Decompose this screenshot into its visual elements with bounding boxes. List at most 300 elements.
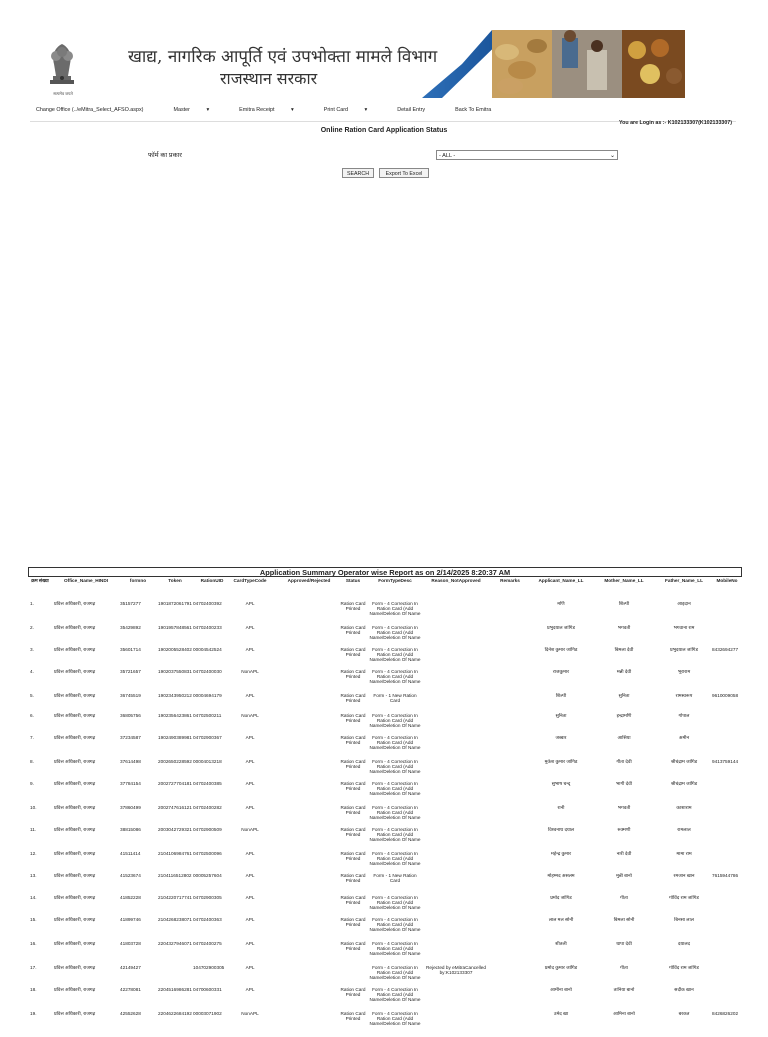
cell-mother: मुन्नी बानो [616, 873, 632, 878]
cell-card: APL [245, 647, 255, 652]
cell-status: Ration Card Printed [340, 805, 366, 815]
cell-reason [422, 1011, 490, 1033]
table-row [28, 625, 742, 647]
table-row [28, 669, 742, 691]
cell-applicant: मोहम्मद असलम [547, 873, 575, 878]
cell-uid: 04700600331 [193, 987, 222, 992]
cell-reason [422, 759, 490, 781]
cell-card: APL [245, 735, 255, 740]
cell-desc: Form - 4 Correction In Ration Card (Add Name/Deletion Of Name [369, 827, 421, 842]
cell-applicant: राजकुमार [552, 669, 570, 674]
cell-office: प्रवित्त अधिकारी, राजगढ़ [54, 1011, 96, 1016]
cell-token: 1901957848561 [158, 625, 192, 630]
cell-father: मामा राम [676, 851, 692, 856]
table-row [28, 965, 742, 987]
cell-reason [422, 669, 490, 691]
cell-formno: 36745519 [120, 693, 141, 698]
cell-applicant: शिल्पी [555, 693, 567, 698]
cell-reason [422, 895, 490, 917]
cell-father: गोपाल [678, 713, 690, 718]
cell-sno: 9. [30, 781, 34, 786]
cell-card: NonAPL [241, 1011, 259, 1016]
cell-father: आइदान [677, 601, 691, 606]
cell-formno: 41511414 [120, 851, 141, 856]
caret-down-icon: ▾ [206, 107, 210, 113]
cell-office: प्रवित्त अधिकारी, राजगढ़ [54, 873, 96, 878]
cell-applicant: प्रमोद जांगिड [550, 895, 572, 900]
cell-reason [422, 625, 490, 647]
cell-mother: रुक्मणी [617, 827, 631, 832]
cell-card: APL [245, 759, 255, 764]
site-header [0, 0, 768, 100]
cell-sno: 8. [30, 759, 34, 764]
cell-desc: Form - 4 Correction In Ration Card (Add Name/Deletion Of Name [369, 987, 421, 1002]
cell-token: 2204516986281 [158, 987, 192, 992]
cell-sno: 7. [30, 735, 34, 740]
cell-office: प्रवित्त अधिकारी, राजगढ़ [54, 601, 96, 606]
cell-office: प्रवित्त अधिकारी, राजगढ़ [54, 713, 96, 718]
cell-sno: 1. [30, 601, 34, 606]
report-title: Application Summary Operator wise Report as on 2/14/2025 8:20:37 AM [28, 567, 742, 576]
cell-mother: भागी देवी [616, 781, 632, 786]
cell-father: सदीक खान [674, 987, 694, 992]
cell-formno: 37860499 [120, 805, 141, 810]
cell-desc: Form - 4 Correction In Ration Card (Add Name/Deletion Of Name [369, 805, 421, 820]
cell-office: प्रवित्त अधिकारी, राजगढ़ [54, 827, 96, 832]
cell-sno: 6. [30, 713, 34, 718]
cell-sno: 11. [30, 827, 37, 832]
cell-card: APL [245, 965, 255, 970]
cell-desc: Form - 4 Correction In Ration Card (Add Name/Deletion Of Name [369, 713, 421, 728]
cell-office: प्रवित्त अधिकारी, राजगढ़ [54, 647, 96, 652]
cell-status: Ration Card Printed [340, 827, 366, 837]
cell-formno: 35601714 [120, 647, 141, 652]
menu-item-change-office[interactable] [36, 107, 158, 113]
cell-mother: गीता देवी [616, 759, 632, 764]
cell-applicant: आमीना बानो [550, 987, 572, 992]
government-title: राजस्थान सरकार [220, 69, 318, 88]
column-header: formno [129, 578, 147, 583]
caret-down-icon: ▾ [364, 107, 368, 113]
cell-office: प्रवित्त अधिकारी, राजगढ़ [54, 805, 96, 810]
cell-desc: Form - 4 Correction In Ration Card (Add Name/Deletion Of Name [369, 601, 421, 616]
cell-formno: 37614498 [120, 759, 141, 764]
column-header: MobileNo [716, 578, 738, 583]
cell-mobile: 8426826202 [712, 1011, 739, 1016]
report-table [28, 576, 742, 1037]
column-header: Remarks [500, 578, 520, 583]
cell-status: Ration Card Printed [340, 873, 366, 883]
cell-card: APL [245, 781, 255, 786]
cell-office: प्रवित्त अधिकारी, राजगढ़ [54, 965, 96, 970]
cell-card: APL [245, 917, 255, 922]
cell-card: APL [245, 601, 255, 606]
cell-status: Ration Card Printed [340, 917, 366, 927]
cell-formno: 37234587 [120, 735, 141, 740]
cell-formno: 42552628 [120, 1011, 141, 1016]
cell-formno: 41899746 [120, 917, 141, 922]
cell-desc: Form - 4 Correction In Ration Card (Add Name/Deletion Of Name [369, 895, 421, 910]
cell-father: रामलाल [677, 827, 691, 832]
cell-desc: Form - 4 Correction In Ration Card (Add Name/Deletion Of Name [369, 735, 421, 750]
cell-office: प्रवित्त अधिकारी, राजगढ़ [54, 735, 96, 740]
cell-uid: 00004694179 [193, 693, 222, 698]
cell-applicant: सुभाष चन्द् [551, 781, 571, 786]
cell-sno: 19. [30, 1011, 37, 1016]
table-row [28, 759, 742, 781]
cell-reason [422, 805, 490, 827]
cell-applicant: प्रभुदयाल जांगिड [547, 625, 575, 630]
cell-applicant: मणि [557, 601, 565, 606]
column-header: Status [345, 578, 361, 583]
cell-status: Ration Card Printed [340, 735, 366, 745]
column-header: Office_Name_HINDI [63, 578, 109, 583]
cell-uid: 04702400233 [193, 625, 222, 630]
cell-token: 2104220717741 [158, 895, 192, 900]
cell-mother: बिमला सोनी [613, 917, 635, 922]
cell-card: APL [245, 941, 255, 946]
login-info: You are Login as :- K102133307(K102133307) [619, 120, 732, 126]
cell-office: प्रवित्त अधिकारी, राजगढ़ [54, 781, 96, 786]
cell-office: प्रवित्त अधिकारी, राजगढ़ [54, 759, 96, 764]
cell-status: Ration Card Printed [340, 669, 366, 679]
cell-formno: 41523674 [120, 873, 141, 878]
menu-item-label: Print Card [323, 107, 349, 113]
cell-uid: 00003071902 [193, 1011, 222, 1016]
cell-token: 1902343950212 [158, 693, 192, 698]
cell-reason [422, 873, 490, 895]
cell-applicant: विश्वनाथ दयाल [547, 827, 575, 832]
cell-office: प्रवित्त अधिकारी, राजगढ़ [54, 987, 96, 992]
cell-reason [422, 601, 490, 623]
menu-item-label: Change Office (../eMitra_Select_AFSO.aspx) [36, 107, 144, 113]
cell-status: Ration Card Printed [340, 625, 366, 635]
cell-token: 2104268238071 [158, 917, 192, 922]
table-header [28, 577, 742, 590]
cell-father: दयालद [677, 941, 691, 946]
cell-reason: Rejected by eMitraCancelled by:K102133307 [426, 965, 486, 975]
main-menu [36, 107, 521, 113]
cell-status: Ration Card Printed [340, 693, 366, 703]
cell-mother: मन्नी देवी [616, 669, 632, 674]
cell-sno: 2. [30, 625, 34, 630]
cell-desc: Form - 4 Correction In Ration Card (Add Name/Deletion Of Name [369, 917, 421, 932]
cell-token: 1902005528402 [158, 647, 192, 652]
cell-father: गोविंद राम जांगिड [669, 895, 699, 900]
table-row [28, 851, 742, 873]
cell-applicant: उमेद खा [553, 1011, 569, 1016]
cell-card: NonAPL [241, 669, 259, 674]
cell-reason [422, 713, 490, 735]
cell-sno: 12. [30, 851, 37, 856]
cell-status [340, 965, 366, 987]
cell-desc: Form - 1 New Ration Card [373, 873, 417, 883]
cell-reason [422, 917, 490, 939]
cell-formno: 38815086 [120, 827, 141, 832]
report-section [28, 567, 742, 1037]
cell-office: प्रवित्त अधिकारी, राजगढ़ [54, 851, 96, 856]
cell-status: Ration Card Printed [340, 987, 366, 997]
cell-reason [422, 941, 490, 963]
department-title: खाद्य, नागरिक आपूर्ति एवं उपभोक्ता मामले विभाग [128, 47, 438, 67]
cell-mobile: 9413759144 [712, 759, 739, 764]
cell-token: 1902037550831 [158, 669, 192, 674]
table-row [28, 693, 742, 715]
menu-item-label: Master [173, 107, 190, 113]
cell-formno: 41852228 [120, 895, 141, 900]
cell-formno: 42149427 [120, 965, 141, 970]
cell-sno: 17. [30, 965, 37, 970]
column-header: क्रम संख्या [31, 578, 49, 583]
cell-office: प्रवित्त अधिकारी, राजगढ़ [54, 895, 96, 900]
cell-token: 2204622684192 [158, 1011, 192, 1016]
cell-mother: तानिया बानो [613, 987, 635, 992]
cell-father: काशाराम [676, 805, 692, 810]
cell-applicant: सुनिता [555, 713, 567, 718]
cell-office: प्रवित्त अधिकारी, राजगढ़ [54, 693, 96, 698]
cell-mother: इन्द्रामणि [616, 713, 632, 718]
cell-mother: भगवती [617, 805, 631, 810]
caret-down-icon: ▾ [291, 107, 294, 113]
cell-office: प्रवित्त अधिकारी, राजगढ़ [54, 625, 96, 630]
cell-card: NonAPL [241, 827, 259, 832]
cell-card: APL [245, 895, 255, 900]
table-row [28, 805, 742, 827]
cell-father: रमजान खान [673, 873, 695, 878]
cell-token: 2104116512802 [158, 873, 192, 878]
cell-status: Ration Card Printed [340, 713, 366, 723]
menu-item-detail-entry[interactable] [397, 107, 440, 113]
cell-applicant: लाल मल सोनी [548, 917, 574, 922]
cell-office: प्रवित्त अधिकारी, राजगढ़ [54, 917, 96, 922]
search-button[interactable]: SEARCH [342, 168, 374, 178]
table-row [28, 987, 742, 1009]
cell-desc: Form - 4 Correction In Ration Card (Add Name/Deletion Of Name [369, 965, 421, 980]
cell-mother: आमिना बानो [613, 1011, 635, 1016]
cell-father: अमीन [678, 735, 690, 740]
cell-status: Ration Card Printed [340, 759, 366, 769]
column-header: Token [168, 578, 182, 583]
cell-mobile: 7615944786 [712, 873, 739, 878]
select-value: - ALL - [439, 153, 456, 159]
cell-token: 1902490389981 [158, 735, 192, 740]
table-row [28, 941, 742, 963]
export-excel-button[interactable]: Export To Excel [379, 168, 429, 178]
cell-reason [422, 693, 490, 715]
table-row [28, 713, 742, 735]
form-type-label: फॉर्म का प्रकार [148, 152, 182, 159]
banner-image [422, 30, 685, 98]
cell-card: APL [245, 805, 255, 810]
cell-token: 2204327946071 [158, 941, 192, 946]
menu-item-print-card[interactable] [324, 107, 383, 113]
cell-father: बिनसा लाल [674, 917, 694, 922]
menu-item-master[interactable] [173, 107, 224, 113]
cell-token: 1902356423861 [158, 713, 192, 718]
table-row [28, 895, 742, 917]
cell-uid: 04702900509 [193, 827, 222, 832]
cell-uid: 04702400030 [193, 669, 222, 674]
cell-sno: 14. [30, 895, 37, 900]
cell-uid: 04702400385 [193, 781, 222, 786]
cell-token: 2002650228592 [158, 759, 192, 764]
cell-uid: 04702400392 [193, 601, 222, 606]
cell-status: Ration Card Printed [340, 647, 366, 657]
cell-token: 2003042729321 [158, 827, 192, 832]
table-row [28, 647, 742, 669]
cell-mother: गीता [620, 895, 628, 900]
cell-status: Ration Card Printed [340, 851, 366, 861]
cell-uid: 00004542524 [193, 647, 222, 652]
cell-uid: 04702500096 [193, 851, 222, 856]
menu-item-back-to-emitra[interactable] [455, 107, 506, 113]
cell-mother: गीता [620, 965, 628, 970]
cell-mother: भगवती [617, 625, 631, 630]
cell-uid: 04702500211 [193, 713, 222, 718]
cell-applicant: रानी [557, 805, 565, 810]
cell-card: APL [245, 987, 255, 992]
menu-item-label: Emitra Receipt [239, 107, 275, 113]
table-row [28, 827, 742, 849]
table-row [28, 917, 742, 939]
cell-reason [422, 827, 490, 849]
page-title: Online Ration Card Application Status [320, 127, 448, 134]
cell-status: Ration Card Printed [340, 1011, 366, 1021]
cell-desc: Form - 4 Correction In Ration Card (Add Name/Deletion Of Name [369, 781, 421, 796]
cell-token: 2104106984761 [158, 851, 192, 856]
cell-sno: 3. [30, 647, 34, 652]
chevron-down-icon: ⌄ [609, 153, 615, 159]
menu-item-label: Detail Entry [397, 107, 426, 113]
cell-formno: 36805756 [120, 713, 141, 718]
cell-applicant: मुकेश कुमार जांगिड [544, 759, 578, 764]
cell-desc: Form - 4 Correction In Ration Card (Add Name/Deletion Of Name [369, 851, 421, 866]
column-header: Approved/Rejected [287, 578, 331, 583]
cell-father: बरकत [678, 1011, 690, 1016]
cell-sno: 13. [30, 873, 37, 878]
cell-office: प्रवित्त अधिकारी, राजगढ़ [54, 669, 96, 674]
column-header: CardTypeCode [233, 578, 267, 583]
cell-uid: 04702900305 [193, 895, 222, 900]
table-row [28, 735, 742, 757]
cell-uid: 04702400275 [193, 941, 222, 946]
cell-father: प्रभुदयाल जांगिड [670, 647, 698, 652]
cell-desc: Form - 4 Correction In Ration Card (Add Name/Deletion Of Name [369, 669, 421, 684]
menu-item-label: Back To Emitra [455, 107, 492, 113]
column-header: Applicant_Name_LL [538, 578, 584, 583]
cell-formno: 35429892 [120, 625, 141, 630]
cell-desc: Form - 4 Correction In Ration Card (Add Name/Deletion Of Name [369, 941, 421, 956]
cell-sno: 16. [30, 941, 37, 946]
column-header: Reason_NotApproved [431, 578, 481, 583]
cell-sno: 15. [30, 917, 37, 922]
cell-formno: 37784154 [120, 781, 141, 786]
cell-formno: 41803728 [120, 941, 141, 946]
cell-card: APL [245, 625, 255, 630]
cell-token: 2002727704181 [158, 781, 192, 786]
cell-formno: 35157277 [120, 601, 141, 606]
cell-token: 1901872061791 [158, 601, 192, 606]
cell-reason [422, 987, 490, 1009]
cell-sno: 10. [30, 805, 37, 810]
ashoka-emblem-icon [44, 40, 80, 92]
cell-card: APL [245, 693, 255, 698]
cell-card: APL [245, 851, 255, 856]
cell-applicant: महेन्द्र कुमार [550, 851, 572, 856]
cell-mobile: 9610009058 [712, 693, 739, 698]
cell-applicant: दिनेश कुमार जांगिड [544, 647, 578, 652]
cell-father: श्रीचंद्राम जांगिड [670, 781, 698, 786]
cell-father: गोविंद राम जांगिड [669, 965, 699, 970]
cell-mobile: 8432694277 [712, 647, 739, 652]
cell-uid: 00005257604 [193, 873, 222, 878]
cell-status: Ration Card Printed [340, 941, 366, 951]
cell-desc: Form - 4 Correction In Ration Card (Add Name/Deletion Of Name [369, 625, 421, 640]
table-row [28, 601, 742, 623]
cell-token: 2002747616121 [158, 805, 192, 810]
cell-mother: शिल्पी [618, 601, 630, 606]
cell-sno: 4. [30, 669, 34, 674]
emblem-caption: सत्यमेव जयते [53, 91, 73, 96]
column-header: Father_Name_LL [664, 578, 704, 583]
cell-card: APL [245, 873, 255, 878]
cell-formno: 42278081 [120, 987, 141, 992]
menu-item-emitra-receipt[interactable] [239, 107, 309, 113]
cell-uid: 04702400282 [193, 805, 222, 810]
cell-mother: नारी देवी [616, 851, 632, 856]
cell-reason [422, 781, 490, 803]
cell-status: Ration Card Printed [340, 781, 366, 791]
cell-uid: 00004013218 [193, 759, 222, 764]
cell-father: श्रीचंद्राम जांगिड [670, 759, 698, 764]
table-row [28, 1011, 742, 1033]
cell-mother: आसिया [617, 735, 631, 740]
cell-status: Ration Card Printed [340, 601, 366, 611]
cell-mother: सुनिता [618, 693, 630, 698]
cell-reason [422, 851, 490, 873]
cell-uid: 104702900305 [193, 965, 225, 970]
cell-desc: Form - 4 Correction In Ration Card (Add Name/Deletion Of Name [369, 1011, 421, 1026]
cell-uid: 04702400363 [193, 917, 222, 922]
cell-applicant: प्रमोद कुमार जांगिड [544, 965, 578, 970]
cell-desc: Form - 4 Correction In Ration Card (Add Name/Deletion Of Name [369, 759, 421, 774]
cell-father: भगवाना राम [673, 625, 695, 630]
cell-reason [422, 647, 490, 669]
cell-mother: धापा देवी [616, 941, 632, 946]
cell-applicant: जब्बार [555, 735, 567, 740]
cell-formno: 35721657 [120, 669, 141, 674]
form-type-select[interactable] [436, 150, 618, 160]
table-row [28, 873, 742, 895]
cell-mother: बिमला देवी [614, 647, 634, 652]
cell-reason [422, 735, 490, 757]
cell-office: प्रवित्त अधिकारी, राजगढ़ [54, 941, 96, 946]
table-row [28, 781, 742, 803]
cell-sno: 5. [30, 693, 34, 698]
cell-uid: 04702900367 [193, 735, 222, 740]
cell-sno: 18. [30, 987, 37, 992]
cell-father: रामस्वरूप [675, 693, 693, 698]
cell-desc: Form - 4 Correction In Ration Card (Add Name/Deletion Of Name [369, 647, 421, 662]
cell-card: NonAPL [241, 713, 259, 718]
column-header: Mother_Name_LL [604, 578, 644, 583]
column-header: RationUID [200, 578, 224, 583]
cell-status: Ration Card Printed [340, 895, 366, 905]
column-header: FormTypeDesc [378, 578, 412, 583]
cell-applicant: शीतली [555, 941, 567, 946]
cell-father: भूराराम [677, 669, 691, 674]
cell-desc: Form - 1 New Ration Card [373, 693, 417, 703]
